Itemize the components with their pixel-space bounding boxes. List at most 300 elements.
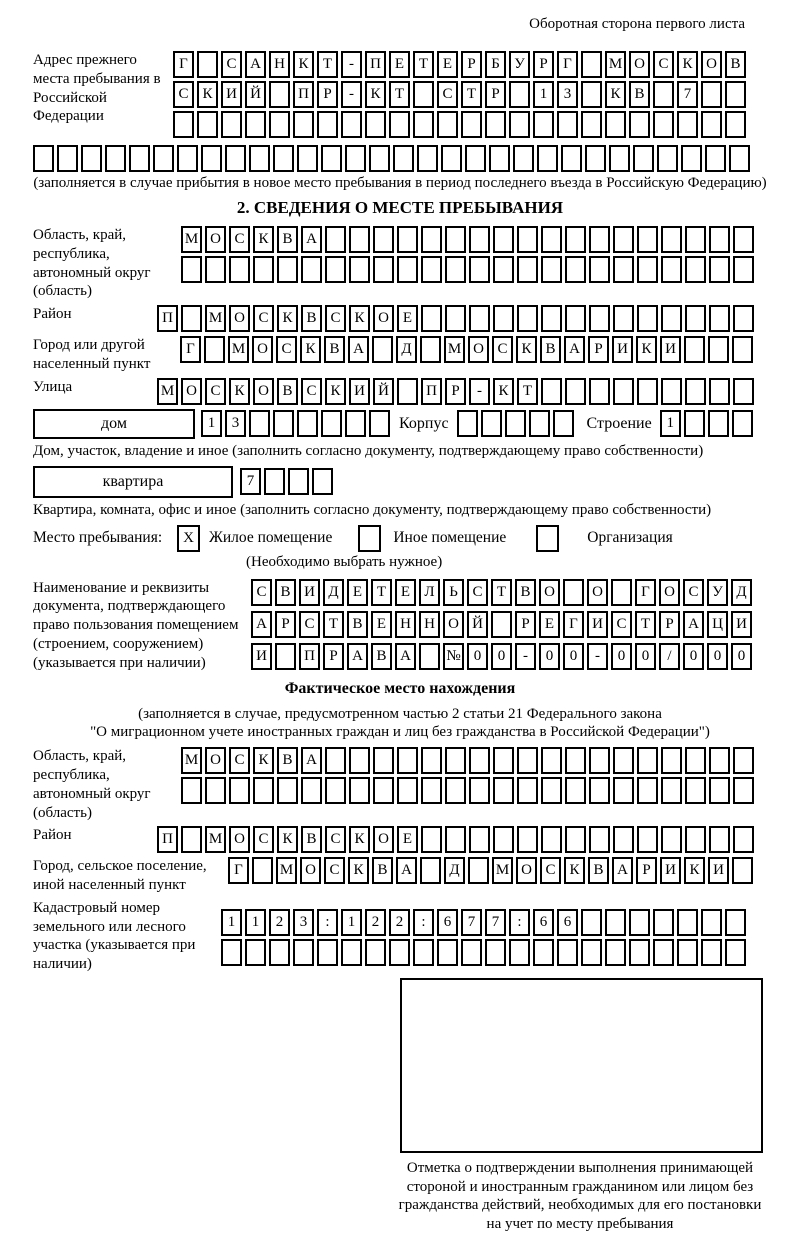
cell[interactable]	[493, 826, 514, 853]
cell[interactable]: Т	[413, 51, 434, 78]
cell[interactable]: :	[317, 909, 338, 936]
cell[interactable]: К	[636, 336, 657, 363]
cell[interactable]: С	[253, 826, 274, 853]
cell[interactable]	[633, 145, 654, 172]
cell[interactable]: 0	[467, 643, 488, 670]
cell[interactable]: Д	[444, 857, 465, 884]
cell[interactable]	[733, 777, 754, 804]
cell[interactable]: Р	[588, 336, 609, 363]
cell[interactable]: В	[629, 81, 650, 108]
cell[interactable]	[325, 256, 346, 283]
cell[interactable]	[177, 145, 198, 172]
cell[interactable]	[349, 226, 370, 253]
cell[interactable]: О	[629, 51, 650, 78]
cell[interactable]	[581, 81, 602, 108]
cell[interactable]: И	[299, 579, 320, 606]
cell[interactable]	[701, 81, 722, 108]
cell[interactable]	[541, 256, 562, 283]
cell[interactable]	[245, 939, 266, 966]
cell[interactable]	[421, 305, 442, 332]
cell[interactable]	[677, 939, 698, 966]
cell[interactable]: Е	[389, 51, 410, 78]
cell[interactable]: Е	[347, 579, 368, 606]
cell[interactable]: О	[659, 579, 680, 606]
cell[interactable]: О	[205, 747, 226, 774]
cell[interactable]: К	[349, 826, 370, 853]
cell[interactable]	[637, 305, 658, 332]
cell[interactable]: А	[348, 336, 369, 363]
cell[interactable]: С	[467, 579, 488, 606]
cell[interactable]: Й	[373, 378, 394, 405]
cell[interactable]: В	[515, 579, 536, 606]
cell[interactable]	[613, 305, 634, 332]
cell[interactable]: Т	[317, 51, 338, 78]
cell[interactable]: А	[396, 857, 417, 884]
checkbox-residential[interactable]: X	[177, 525, 200, 552]
cell[interactable]: :	[413, 909, 434, 936]
cell[interactable]	[365, 111, 386, 138]
checkbox-other-premises[interactable]	[358, 525, 381, 552]
cell[interactable]: К	[197, 81, 218, 108]
cell[interactable]	[677, 909, 698, 936]
cell[interactable]	[637, 378, 658, 405]
cell[interactable]	[637, 256, 658, 283]
cell[interactable]: 1	[533, 81, 554, 108]
cell[interactable]: 0	[539, 643, 560, 670]
cell[interactable]: И	[660, 857, 681, 884]
cell[interactable]: Г	[228, 857, 249, 884]
cell[interactable]: О	[587, 579, 608, 606]
cell[interactable]: 0	[563, 643, 584, 670]
cell[interactable]: М	[276, 857, 297, 884]
cell[interactable]	[341, 939, 362, 966]
cell[interactable]	[661, 256, 682, 283]
cell[interactable]	[517, 226, 538, 253]
cell[interactable]: Т	[389, 81, 410, 108]
cell[interactable]: И	[612, 336, 633, 363]
cell[interactable]: -	[341, 51, 362, 78]
cell[interactable]	[684, 336, 705, 363]
cell[interactable]: А	[564, 336, 585, 363]
cell[interactable]: П	[421, 378, 442, 405]
cell[interactable]	[317, 939, 338, 966]
cell[interactable]	[349, 777, 370, 804]
cell[interactable]: М	[205, 305, 226, 332]
cell[interactable]: О	[516, 857, 537, 884]
cell[interactable]	[589, 256, 610, 283]
cell[interactable]: В	[347, 611, 368, 638]
cell[interactable]: Е	[395, 579, 416, 606]
cell[interactable]: С	[683, 579, 704, 606]
cell[interactable]	[513, 145, 534, 172]
cell[interactable]: Р	[461, 51, 482, 78]
cell[interactable]: 0	[707, 643, 728, 670]
cell[interactable]	[229, 256, 250, 283]
cell[interactable]	[201, 145, 222, 172]
cell[interactable]: У	[509, 51, 530, 78]
cell[interactable]: И	[349, 378, 370, 405]
cell[interactable]	[493, 747, 514, 774]
cell[interactable]	[611, 579, 632, 606]
cell[interactable]: В	[324, 336, 345, 363]
cell[interactable]	[221, 939, 242, 966]
cell[interactable]: 7	[677, 81, 698, 108]
cell[interactable]	[445, 226, 466, 253]
cell[interactable]	[293, 111, 314, 138]
cell[interactable]	[709, 777, 730, 804]
cell[interactable]	[565, 305, 586, 332]
cell[interactable]	[637, 777, 658, 804]
cell[interactable]	[269, 939, 290, 966]
cell[interactable]	[565, 777, 586, 804]
cell[interactable]	[725, 81, 746, 108]
cell[interactable]: С	[173, 81, 194, 108]
cell[interactable]: В	[277, 747, 298, 774]
cell[interactable]	[732, 336, 753, 363]
cell[interactable]: №	[443, 643, 464, 670]
cell[interactable]	[565, 256, 586, 283]
cell[interactable]: -	[587, 643, 608, 670]
cell[interactable]	[661, 747, 682, 774]
cell[interactable]: О	[300, 857, 321, 884]
cell[interactable]: Р	[323, 643, 344, 670]
cell[interactable]: Н	[395, 611, 416, 638]
cell[interactable]	[481, 410, 502, 437]
cell[interactable]: А	[612, 857, 633, 884]
cell[interactable]	[277, 256, 298, 283]
cell[interactable]: И	[251, 643, 272, 670]
cell[interactable]: К	[253, 747, 274, 774]
cell[interactable]: С	[325, 826, 346, 853]
cell[interactable]	[541, 378, 562, 405]
cell[interactable]	[413, 939, 434, 966]
cell[interactable]	[465, 145, 486, 172]
cell[interactable]	[557, 111, 578, 138]
cell[interactable]: В	[372, 857, 393, 884]
cell[interactable]: С	[229, 226, 250, 253]
cell[interactable]	[321, 410, 342, 437]
cell[interactable]	[493, 256, 514, 283]
cell[interactable]	[677, 111, 698, 138]
cell[interactable]	[581, 939, 602, 966]
cell[interactable]	[629, 909, 650, 936]
cell[interactable]: М	[157, 378, 178, 405]
cell[interactable]: К	[349, 305, 370, 332]
cell[interactable]: Е	[397, 826, 418, 853]
cell[interactable]	[541, 777, 562, 804]
cell[interactable]	[533, 111, 554, 138]
cell[interactable]: Й	[467, 611, 488, 638]
cell[interactable]: С	[540, 857, 561, 884]
cell[interactable]	[701, 939, 722, 966]
cell[interactable]	[445, 777, 466, 804]
cell[interactable]	[537, 145, 558, 172]
cell[interactable]: К	[493, 378, 514, 405]
cell[interactable]	[708, 410, 729, 437]
cell[interactable]: К	[300, 336, 321, 363]
cell[interactable]	[317, 111, 338, 138]
cell[interactable]	[181, 305, 202, 332]
cell[interactable]: Т	[461, 81, 482, 108]
cell[interactable]	[204, 336, 225, 363]
cell[interactable]: С	[324, 857, 345, 884]
cell[interactable]: Р	[317, 81, 338, 108]
cell[interactable]: М	[444, 336, 465, 363]
cell[interactable]	[341, 111, 362, 138]
cell[interactable]: К	[277, 826, 298, 853]
cell[interactable]	[229, 777, 250, 804]
cell[interactable]: К	[253, 226, 274, 253]
cell[interactable]	[637, 226, 658, 253]
cell[interactable]	[565, 226, 586, 253]
cell[interactable]: Т	[371, 579, 392, 606]
cell[interactable]	[505, 410, 526, 437]
cell[interactable]	[653, 939, 674, 966]
cell[interactable]: 6	[557, 909, 578, 936]
cell[interactable]	[553, 410, 574, 437]
cell[interactable]	[613, 747, 634, 774]
cell[interactable]	[269, 111, 290, 138]
cell[interactable]: 6	[533, 909, 554, 936]
cell[interactable]	[181, 256, 202, 283]
cell[interactable]: Й	[245, 81, 266, 108]
cell[interactable]	[685, 378, 706, 405]
cell[interactable]	[733, 747, 754, 774]
cell[interactable]	[461, 939, 482, 966]
cell[interactable]: К	[229, 378, 250, 405]
cell[interactable]	[565, 747, 586, 774]
cell[interactable]	[421, 747, 442, 774]
cell[interactable]: О	[443, 611, 464, 638]
cell[interactable]: :	[509, 909, 530, 936]
cell[interactable]	[637, 747, 658, 774]
cell[interactable]: С	[253, 305, 274, 332]
cell[interactable]	[445, 256, 466, 283]
cell[interactable]: М	[492, 857, 513, 884]
cell[interactable]: К	[684, 857, 705, 884]
cell[interactable]	[565, 826, 586, 853]
cell[interactable]: И	[221, 81, 242, 108]
cell[interactable]	[57, 145, 78, 172]
cell[interactable]	[349, 747, 370, 774]
cell[interactable]: А	[347, 643, 368, 670]
cell[interactable]	[541, 747, 562, 774]
cell[interactable]	[733, 826, 754, 853]
cell[interactable]: 7	[461, 909, 482, 936]
cell[interactable]: 1	[221, 909, 242, 936]
cell[interactable]	[491, 611, 512, 638]
cell[interactable]: 0	[683, 643, 704, 670]
cell[interactable]	[301, 777, 322, 804]
cell[interactable]: А	[245, 51, 266, 78]
cell[interactable]: /	[659, 643, 680, 670]
cell[interactable]: 3	[293, 909, 314, 936]
cell[interactable]	[581, 111, 602, 138]
cell[interactable]	[420, 336, 441, 363]
cell[interactable]	[613, 226, 634, 253]
cell[interactable]: 7	[240, 468, 261, 495]
cell[interactable]	[685, 826, 706, 853]
cell[interactable]: Т	[323, 611, 344, 638]
cell[interactable]	[541, 226, 562, 253]
cell[interactable]	[468, 857, 489, 884]
cell[interactable]	[469, 226, 490, 253]
cell[interactable]: Р	[659, 611, 680, 638]
cell[interactable]	[81, 145, 102, 172]
cell[interactable]: 2	[269, 909, 290, 936]
cell[interactable]	[445, 747, 466, 774]
cell[interactable]	[445, 826, 466, 853]
cell[interactable]	[397, 226, 418, 253]
cell[interactable]	[469, 826, 490, 853]
cell[interactable]	[681, 145, 702, 172]
cell[interactable]	[685, 256, 706, 283]
cell[interactable]: Г	[180, 336, 201, 363]
cell[interactable]	[345, 145, 366, 172]
cell[interactable]	[565, 378, 586, 405]
cell[interactable]: 3	[225, 410, 246, 437]
cell[interactable]	[613, 378, 634, 405]
cell[interactable]	[732, 410, 753, 437]
cell[interactable]: К	[564, 857, 585, 884]
cell[interactable]: В	[301, 826, 322, 853]
cell[interactable]	[563, 579, 584, 606]
cell[interactable]	[413, 81, 434, 108]
cell[interactable]	[297, 410, 318, 437]
cell[interactable]: Ц	[707, 611, 728, 638]
cell[interactable]	[389, 939, 410, 966]
cell[interactable]: П	[293, 81, 314, 108]
cell[interactable]: Ь	[443, 579, 464, 606]
cell[interactable]	[345, 410, 366, 437]
cell[interactable]: М	[605, 51, 626, 78]
cell[interactable]	[252, 857, 273, 884]
cell[interactable]: 7	[485, 909, 506, 936]
cell[interactable]	[249, 410, 270, 437]
cell[interactable]	[321, 145, 342, 172]
cell[interactable]	[421, 777, 442, 804]
cell[interactable]	[589, 378, 610, 405]
cell[interactable]	[589, 305, 610, 332]
cell[interactable]	[613, 826, 634, 853]
cell[interactable]	[517, 256, 538, 283]
cell[interactable]	[709, 826, 730, 853]
cell[interactable]	[613, 777, 634, 804]
cell[interactable]	[489, 145, 510, 172]
cell[interactable]	[469, 305, 490, 332]
cell[interactable]	[288, 468, 309, 495]
cell[interactable]	[509, 111, 530, 138]
cell[interactable]	[493, 777, 514, 804]
cell[interactable]: С	[276, 336, 297, 363]
cell[interactable]	[589, 747, 610, 774]
cell[interactable]	[733, 226, 754, 253]
cell[interactable]: И	[708, 857, 729, 884]
cell[interactable]: 1	[341, 909, 362, 936]
cell[interactable]	[509, 81, 530, 108]
cell[interactable]	[221, 111, 242, 138]
cell[interactable]: -	[515, 643, 536, 670]
cell[interactable]	[541, 826, 562, 853]
cell[interactable]	[493, 305, 514, 332]
cell[interactable]: К	[365, 81, 386, 108]
cell[interactable]: О	[253, 378, 274, 405]
cell[interactable]: Г	[563, 611, 584, 638]
cell[interactable]	[461, 111, 482, 138]
cell[interactable]: М	[181, 226, 202, 253]
cell[interactable]: С	[221, 51, 242, 78]
cell[interactable]: Н	[269, 51, 290, 78]
cell[interactable]: Г	[173, 51, 194, 78]
cell[interactable]	[325, 777, 346, 804]
cell[interactable]: В	[725, 51, 746, 78]
cell[interactable]	[581, 51, 602, 78]
cell[interactable]	[269, 81, 290, 108]
cell[interactable]: Р	[533, 51, 554, 78]
cell[interactable]	[733, 256, 754, 283]
cell[interactable]	[372, 336, 393, 363]
cell[interactable]: А	[301, 226, 322, 253]
cell[interactable]	[637, 826, 658, 853]
cell[interactable]: Р	[636, 857, 657, 884]
cell[interactable]	[701, 909, 722, 936]
cell[interactable]: М	[228, 336, 249, 363]
cell[interactable]: С	[611, 611, 632, 638]
cell[interactable]	[533, 939, 554, 966]
cell[interactable]: К	[325, 378, 346, 405]
cell[interactable]	[225, 145, 246, 172]
cell[interactable]: Е	[397, 305, 418, 332]
cell[interactable]	[389, 111, 410, 138]
cell[interactable]: П	[157, 305, 178, 332]
cell[interactable]	[733, 378, 754, 405]
cell[interactable]: Е	[539, 611, 560, 638]
cell[interactable]	[685, 777, 706, 804]
cell[interactable]: К	[516, 336, 537, 363]
cell[interactable]: Р	[275, 611, 296, 638]
cell[interactable]: Т	[517, 378, 538, 405]
cell[interactable]	[609, 145, 630, 172]
cell[interactable]	[397, 777, 418, 804]
cell[interactable]	[709, 747, 730, 774]
cell[interactable]: Р	[485, 81, 506, 108]
cell[interactable]: 1	[245, 909, 266, 936]
cell[interactable]: -	[341, 81, 362, 108]
cell[interactable]: О	[373, 826, 394, 853]
cell[interactable]	[373, 747, 394, 774]
cell[interactable]	[469, 747, 490, 774]
cell[interactable]	[393, 145, 414, 172]
cell[interactable]: -	[469, 378, 490, 405]
cell[interactable]: С	[301, 378, 322, 405]
cell[interactable]: Р	[445, 378, 466, 405]
cell[interactable]: Б	[485, 51, 506, 78]
cell[interactable]: С	[229, 747, 250, 774]
cell[interactable]	[685, 226, 706, 253]
cell[interactable]	[705, 145, 726, 172]
cell[interactable]: П	[365, 51, 386, 78]
cell[interactable]	[457, 410, 478, 437]
cell[interactable]: Г	[557, 51, 578, 78]
cell[interactable]	[685, 305, 706, 332]
cell[interactable]: 0	[731, 643, 752, 670]
cell[interactable]	[301, 256, 322, 283]
cell[interactable]	[437, 111, 458, 138]
cell[interactable]: Д	[396, 336, 417, 363]
cell[interactable]	[701, 111, 722, 138]
cell[interactable]	[725, 909, 746, 936]
cell[interactable]: В	[275, 579, 296, 606]
